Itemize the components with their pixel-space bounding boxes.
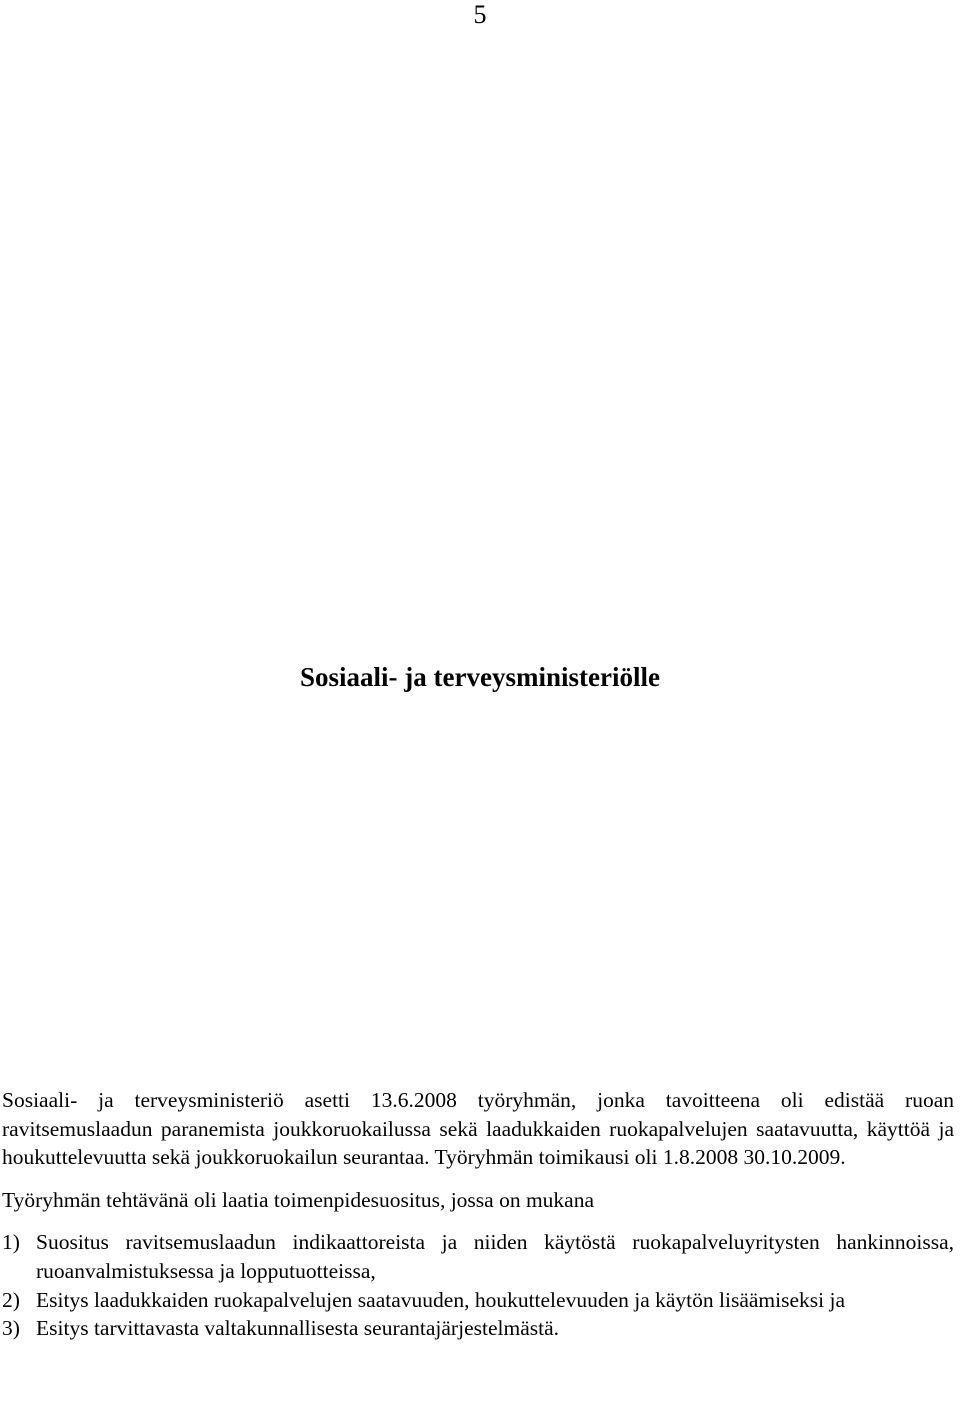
body-text	[2, 1086, 954, 1343]
list-item	[2, 1228, 954, 1285]
list-item	[2, 1286, 954, 1315]
list-item-number: 3)	[2, 1316, 20, 1341]
list-item	[2, 1314, 954, 1343]
paragraph-gap	[2, 1214, 954, 1228]
list-item-text: Esitys tarvittavasta valtakunnallisesta seurantajärjestelmästä.	[36, 1316, 559, 1341]
intro-paragraph: Sosiaali- ja terveysministeriö asetti 13.6.2008 työryhmän, jonka tavoitteena oli edistää ruoan ravitsemuslaadun paranemista joukkoruokailussa sekä laadukkaiden ruokapalvelujen saatavuutta, käyttöä ja houkuttelevuutta sekä joukkoruokailun seurantaa. Työryhmän toimikausi oli 1.8.2008 30.10.2009.	[2, 1088, 954, 1170]
list-item-number: 1)	[2, 1230, 20, 1255]
paragraph-gap	[2, 1172, 954, 1186]
list-item-text: Esitys laadukkaiden ruokapalvelujen saatavuuden, houkuttelevuuden ja käytön lisäämiseksi ja	[36, 1287, 846, 1312]
task-paragraph: Työryhmän tehtävänä oli laatia toimenpidesuositus, jossa on mukana	[2, 1187, 595, 1212]
list-item-text: Suositus ravitsemuslaadun indikaattoreista ja niiden käytöstä ruokapalveluyritysten hankinnoissa, ruoanvalmistuksessa ja lopputuotteissa,	[36, 1230, 954, 1283]
page-title: Sosiaali- ja terveysministeriölle	[300, 662, 660, 692]
page-number: 5	[473, 0, 487, 29]
list-item-number: 2)	[2, 1287, 20, 1312]
